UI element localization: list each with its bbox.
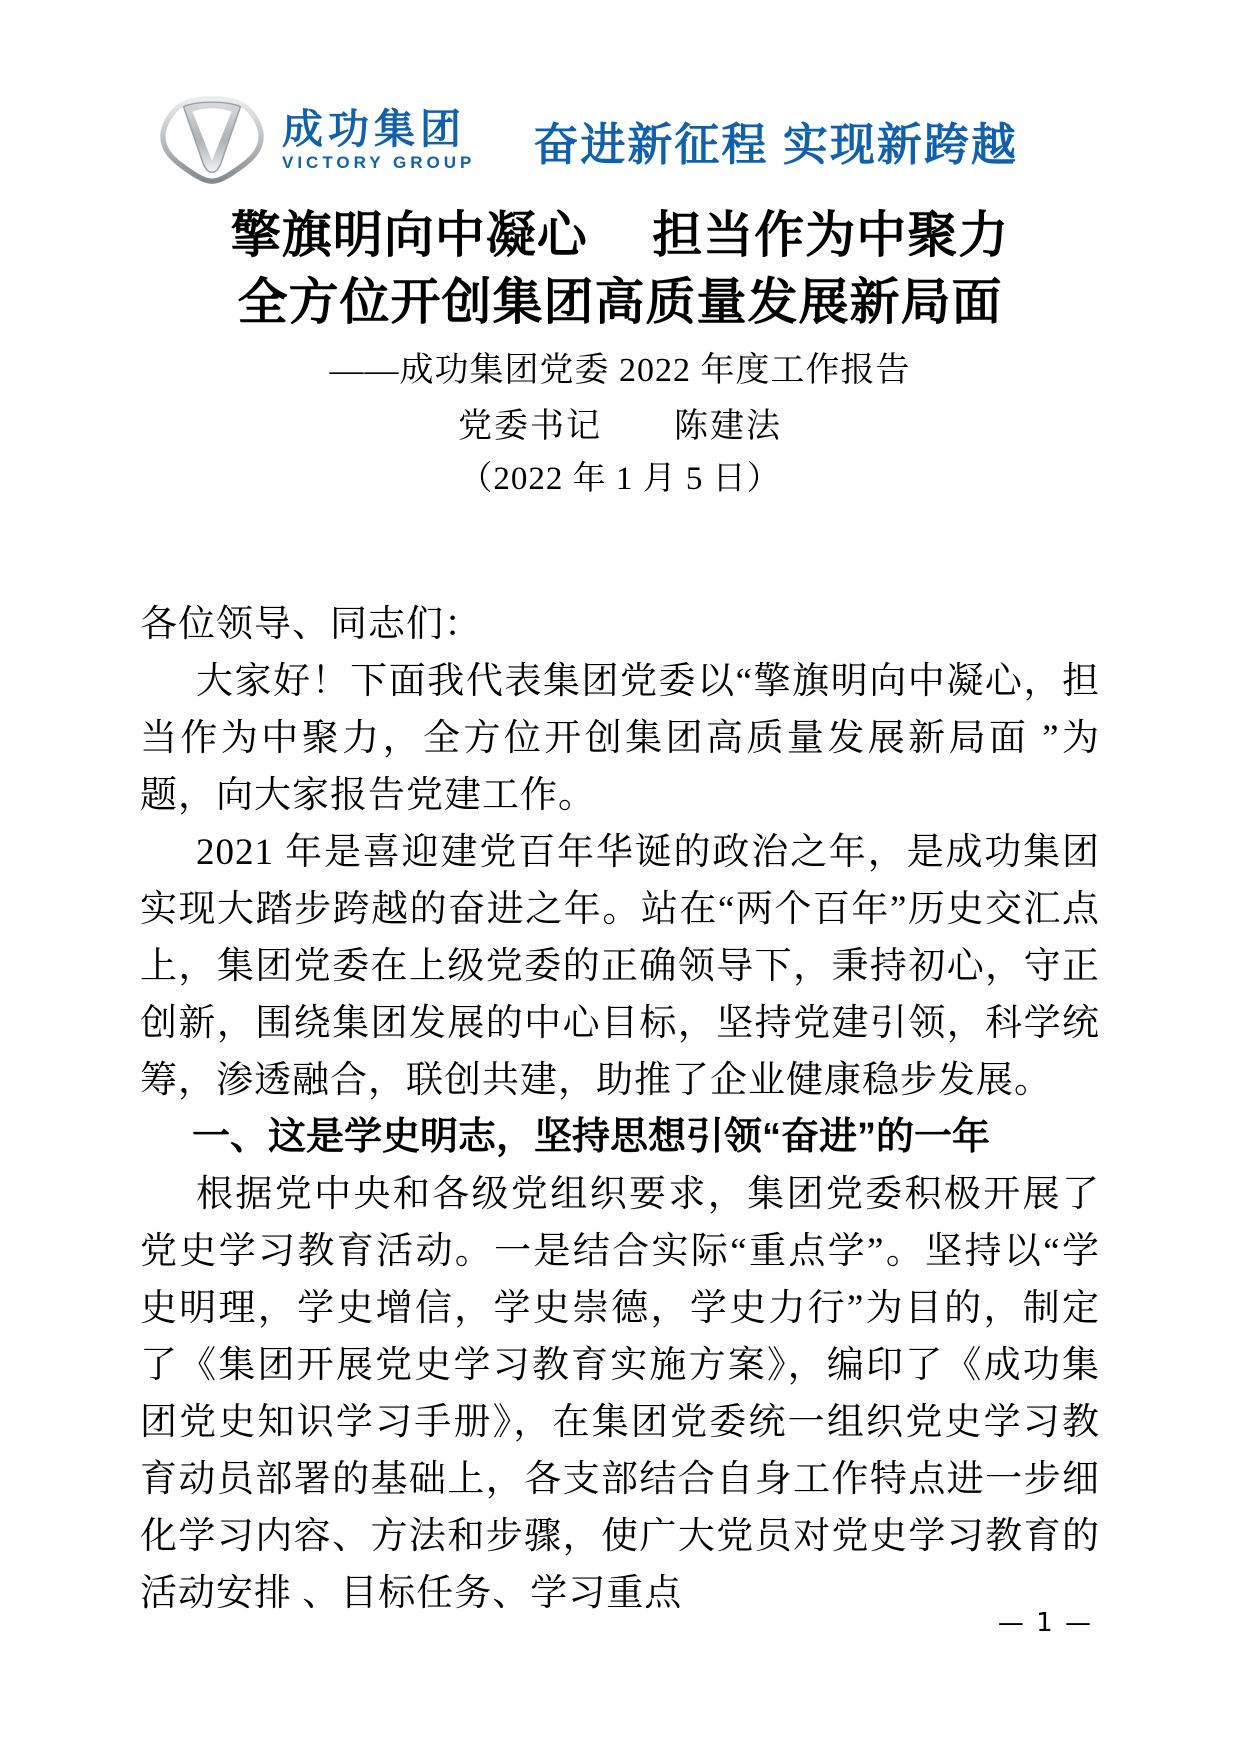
title-line-2: 全方位开创集团高质量发展新局面 xyxy=(237,274,1003,330)
salutation: 各位领导、同志们： xyxy=(140,604,482,645)
company-name-cn: 成功集团 xyxy=(282,106,466,152)
document-byline: 党委书记 陈建法 xyxy=(458,408,782,445)
company-name-en: VICTORY GROUP xyxy=(282,153,476,172)
letterhead xyxy=(158,0,1100,188)
document-body xyxy=(140,596,1100,1622)
paragraph-2: 2021 年是喜迎建党百年华诞的政治之年，是成功集团实现大踏步跨越的奋进之年。站在“两个百年”历史交汇点上，集团党委在上级党委的正确领导下，秉持初心，守正创新，围绕集团发展的中心目标，坚持党建引领，科学统筹，渗透融合，联创共建，助推了企业健康稳步发展。 xyxy=(140,832,1100,1101)
title-line-1: 擎旗明向中凝心 担当作为中聚力 xyxy=(230,207,1010,263)
victory-v-emblem-icon xyxy=(158,93,266,187)
paragraph-1: 大家好！下面我代表集团党委以“擎旗明向中凝心，担当作为中聚力，全方位开创集团高质量发展新局面 ”为题，向大家报告党建工作。 xyxy=(140,661,1100,816)
document-title xyxy=(140,202,1100,336)
header-slogan: 奋进新征程 实现新跨越 xyxy=(533,118,1018,170)
document-subtitle: ——成功集团党委 2022 年度工作报告 xyxy=(329,352,911,389)
section-heading-1: 一、这是学史明志，坚持思想引领“奋进”的一年 xyxy=(192,1116,991,1158)
paragraph-3: 根据党中央和各级党组织要求，集团党委积极开展了党史学习教育活动。一是结合实际“重点学”。坚持以“学史明理，学史增信，学史崇德，学史力行”为目的，制定了《集团开展党史学习教育实施方案》，编印了《成功集团党史知识学习手册》，在集团党委统一组织党史学习教育动员部署的基础上，各支部结合自身工作特点进一步细化学习内容、方法和步骤，使广大党员对党史学习教育的活动安排 、目标任务、学习重点 xyxy=(140,1174,1100,1614)
document-date: （2022 年 1 月 5 日） xyxy=(459,461,781,497)
page-number: — 1 — xyxy=(997,1608,1093,1638)
logo-wordmark xyxy=(282,106,476,172)
